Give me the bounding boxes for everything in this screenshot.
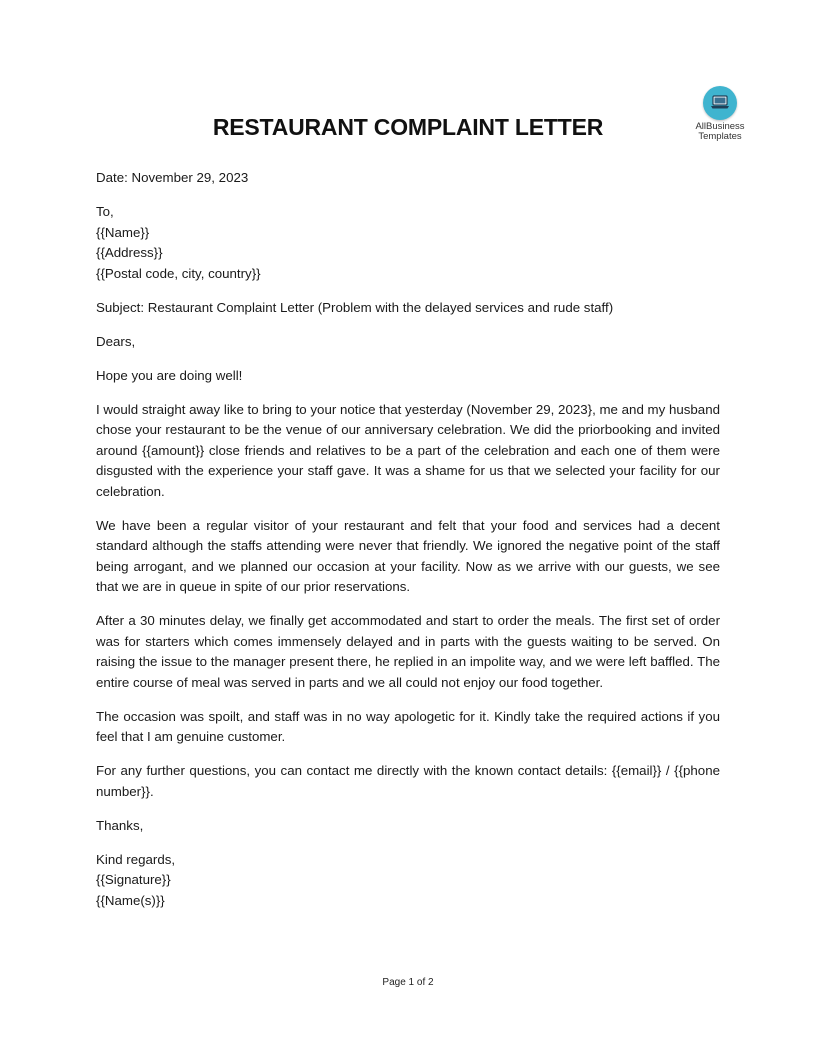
closing-signature: {{Signature}} xyxy=(96,872,171,887)
body-paragraph-2: We have been a regular visitor of your restaurant and felt that your food and services had a decent standard although the staffs attending were never that friendly. We ignored the negative point of the staff being arrogant, and we planned our occasion at your facility. Now as we arrive with our guests, we see that we are in queue in spite of our prior reservations. xyxy=(96,517,720,594)
date-line: Date: November 29, 2023 xyxy=(96,170,249,185)
recipient-name: {{Name}} xyxy=(96,224,150,240)
body-paragraph-1: I would straight away like to bring to your notice that yesterday (November 29, 2023}, me and my husband chose your restaurant to be the venue of our anniversary celebration. We did the priorbooking and invited around {{amount}} close friends and relatives to be a part of the celebration and each one of them were disgusted with the experience your staff gave. It was a shame for us that we selected your facility for our celebration. xyxy=(96,401,720,499)
letter-body xyxy=(96,168,720,925)
recipient-block xyxy=(96,202,720,284)
logo-line-1: AllBusiness xyxy=(695,121,745,132)
body-paragraph-5: For any further questions, you can contact me directly with the known contact details: {{email}} / {{phone number}}. xyxy=(96,763,720,799)
closing-regards: Kind regards, xyxy=(96,851,176,867)
recipient-to: To, xyxy=(96,204,114,219)
thanks-line: Thanks, xyxy=(96,817,144,833)
salutation: Dears, xyxy=(96,333,136,349)
closing-block xyxy=(96,850,720,912)
page-number: Page 1 of 2 xyxy=(382,977,434,988)
logo-line-2: Templates xyxy=(698,131,742,142)
closing-names: {{Name(s)}} xyxy=(96,892,165,908)
document-title: RESTAURANT COMPLAINT LETTER xyxy=(212,114,604,140)
recipient-postal: {{Postal code, city, country}} xyxy=(96,265,261,281)
subject-line: Subject: Restaurant Complaint Letter (Problem with the delayed services and rude staff) xyxy=(96,299,614,315)
body-paragraph-3: After a 30 minutes delay, we finally get accommodated and start to order the meals. The first set of order was for starters which comes immensely delayed and in parts with the guests waiting to be served. On raising the issue to the manager present there, he replied in an impolite way, and we were left baffled. The entire course of meal was served in parts and we all could not enjoy our food together. xyxy=(96,613,720,690)
recipient-address: {{Address}} xyxy=(96,245,163,260)
body-paragraph-4: The occasion was spoilt, and staff was in no way apologetic for it. Kindly take the required actions if you feel that I am genuine customer. xyxy=(96,708,720,744)
greeting: Hope you are doing well! xyxy=(96,367,243,383)
